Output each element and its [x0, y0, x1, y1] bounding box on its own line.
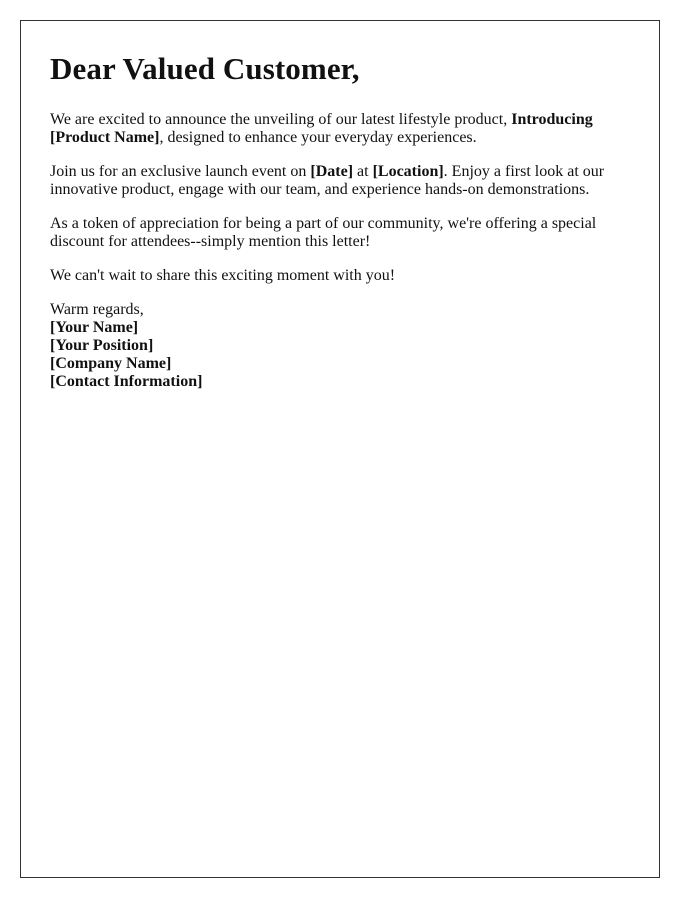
sign-off: Warm regards,: [50, 301, 144, 318]
event-text-end: . Enjoy a first look at our innovative product, engage with our team, and experience hands-on demonstrations.: [50, 163, 605, 198]
company-name: [Company Name]: [50, 355, 172, 372]
paragraph-announcement: [50, 111, 620, 147]
signer-position: [Your Position]: [50, 337, 154, 354]
event-text-at: at: [353, 163, 373, 180]
event-text: Join us for an exclusive launch event on: [50, 163, 311, 180]
paragraph-closing-line: We can't wait to share this exciting moment with you!: [50, 267, 396, 284]
contact-information: [Contact Information]: [50, 373, 203, 390]
event-date-bold: [Date]: [310, 163, 354, 180]
announcement-text-end: , designed to enhance your everyday experiences.: [159, 129, 477, 146]
letter-body: [50, 51, 620, 391]
signature-block: [50, 301, 620, 391]
product-name-bold: Introducing [Product Name]: [50, 111, 593, 146]
event-location-bold: [Location]: [372, 163, 444, 180]
paragraph-event: [50, 163, 620, 199]
paragraph-discount: As a token of appreciation for being a part of our community, we're offering a special discount for attendees--simply mention this letter!: [50, 215, 597, 250]
signer-name: [Your Name]: [50, 319, 139, 336]
salutation-heading: Dear Valued Customer,: [50, 51, 360, 86]
announcement-text: We are excited to announce the unveiling of our latest lifestyle product,: [50, 111, 512, 128]
letter-page: [20, 20, 660, 878]
